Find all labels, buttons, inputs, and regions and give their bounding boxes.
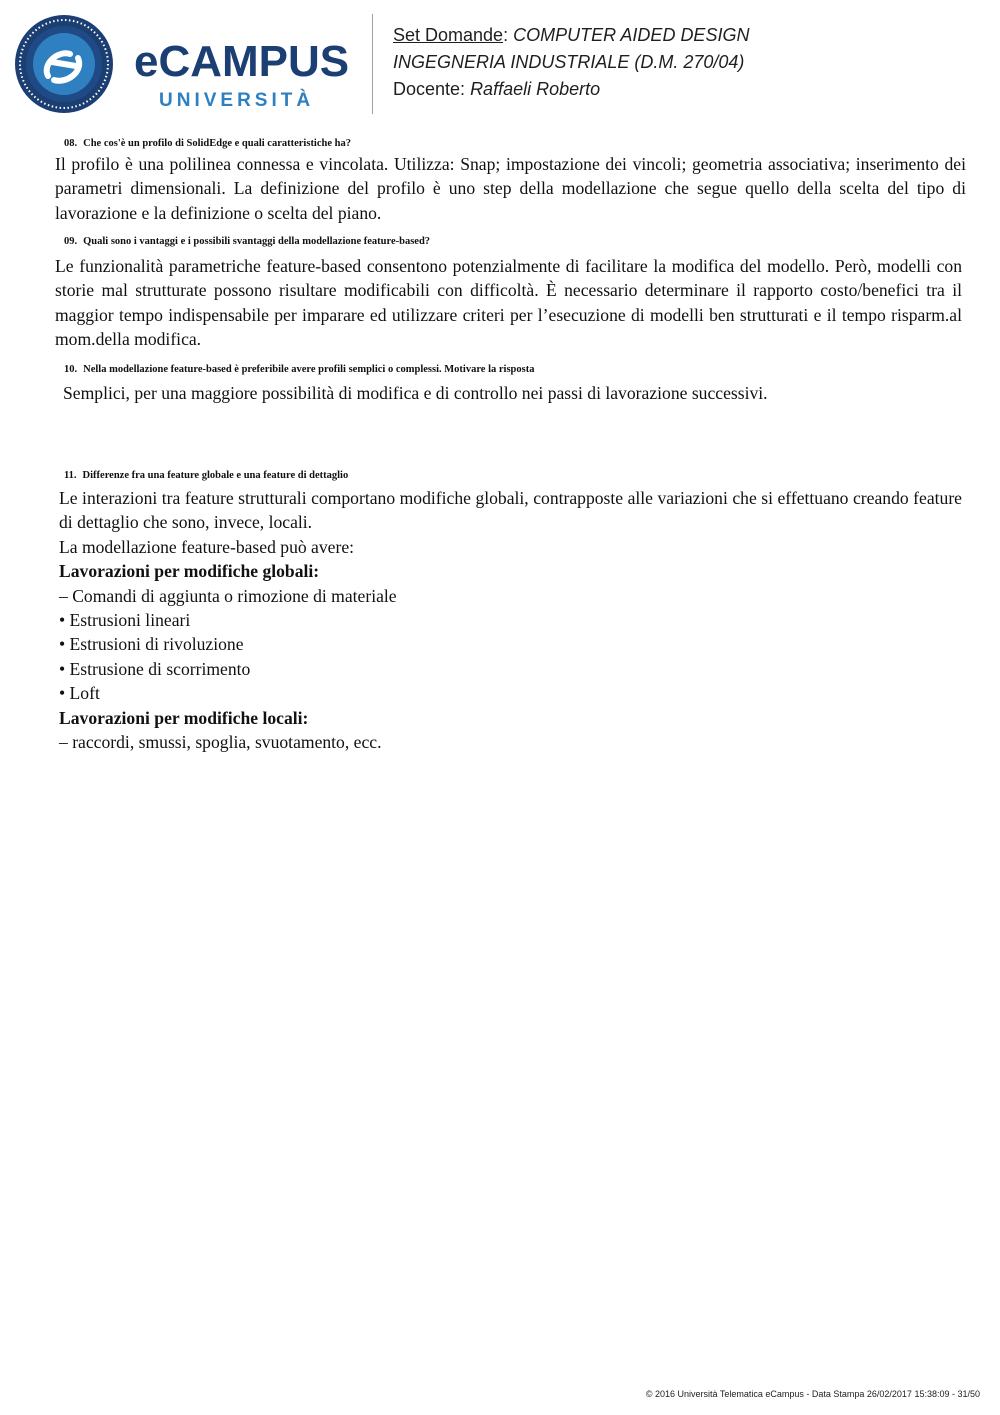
question-10 xyxy=(64,364,534,375)
course-name: COMPUTER AIDED DESIGN xyxy=(513,25,750,45)
question-text: Differenze fra una feature globale e una feature di dettaglio xyxy=(82,470,349,481)
teacher-name: Raffaeli Roberto xyxy=(470,79,601,99)
list-item: • Loft xyxy=(59,683,100,704)
answer-text: Il profilo è una polilinea connessa e vincolata. Utilizza: Snap; impostazione dei vincoli; geometria associativa; inserimento dei parametri dimensionali. La definizione del profilo è uno step della modellazione che segue quello della scelta del tipo di lavorazione e la definizione o scelta del piano. xyxy=(55,154,966,223)
question-number: 10. xyxy=(64,364,78,375)
degree-name: INGEGNERIA INDUSTRIALE (D.M. 270/04) xyxy=(393,52,745,72)
global-heading: Lavorazioni per modifiche globali: xyxy=(59,561,320,582)
set-label: Set Domande xyxy=(393,25,504,45)
answer-text: Le interazioni tra feature strutturali comportano modifiche globali, contrapposte alle variazioni che si effettuano creando feature di dettaglio che sono, invece, locali. xyxy=(59,488,962,533)
question-08 xyxy=(64,138,351,149)
list-item: – Comandi di aggiunta o rimozione di materiale xyxy=(59,585,397,606)
list-item: • Estrusioni di rivoluzione xyxy=(59,634,244,655)
header-divider xyxy=(372,14,373,114)
logo-wordmark: eCAMPUS xyxy=(134,37,350,86)
answer-11 xyxy=(59,486,962,754)
question-number: 09. xyxy=(64,236,78,247)
logo-subtitle: UNIVERSITÀ xyxy=(159,90,315,111)
list-item: – raccordi, smussi, spoglia, svuotamento, ecc. xyxy=(59,732,382,753)
question-11 xyxy=(64,470,348,481)
answer-10 xyxy=(63,381,963,405)
local-heading: Lavorazioni per modifiche locali: xyxy=(59,707,309,728)
header-info: Set Domande: COMPUTER AIDED DESIGN INGEGNERIA INDUSTRIALE (D.M. 270/04) Docente: Raffaeli Roberto xyxy=(393,25,750,99)
page-footer: © 2016 Università Telematica eCampus - Data Stampa 26/02/2017 15:38:09 - 31/50 xyxy=(645,1389,980,1399)
question-text: Che cos'è un profilo di SolidEdge e quali caratteristiche ha? xyxy=(83,138,351,149)
question-text: Nella modellazione feature-based è preferibile avere profili semplici o complessi. Motivare la risposta xyxy=(83,364,535,375)
answer-intro: La modellazione feature-based può avere: xyxy=(59,536,355,557)
question-number: 08. xyxy=(64,138,78,149)
teacher-label: Docente: xyxy=(393,79,466,99)
ecampus-logo xyxy=(14,14,359,114)
question-09 xyxy=(64,236,430,247)
answer-09 xyxy=(55,254,962,352)
list-item: • Estrusione di scorrimento xyxy=(59,658,251,679)
answer-08 xyxy=(55,152,966,225)
answer-text: Semplici, per una maggiore possibilità di modifica e di controllo nei passi di lavorazione successivi. xyxy=(63,383,768,403)
question-number: 11. xyxy=(64,470,77,481)
answer-text: Le funzionalità parametriche feature-based consentono potenzialmente di facilitare la modifica del modello. Però, modelli con storie mal strutturate possono risultare modificabili con difficoltà. È necessario determinare il rapporto costo/benefici tra il maggior tempo indispensabile per imparare ed utilizzare criteri per l’esecuzione di modelli ben strutturati e il tempo risparm.al mom.della modifica. xyxy=(55,256,962,350)
question-text: Quali sono i vantaggi e i possibili svantaggi della modellazione feature-based? xyxy=(83,236,431,247)
list-item: • Estrusioni lineari xyxy=(59,610,191,631)
